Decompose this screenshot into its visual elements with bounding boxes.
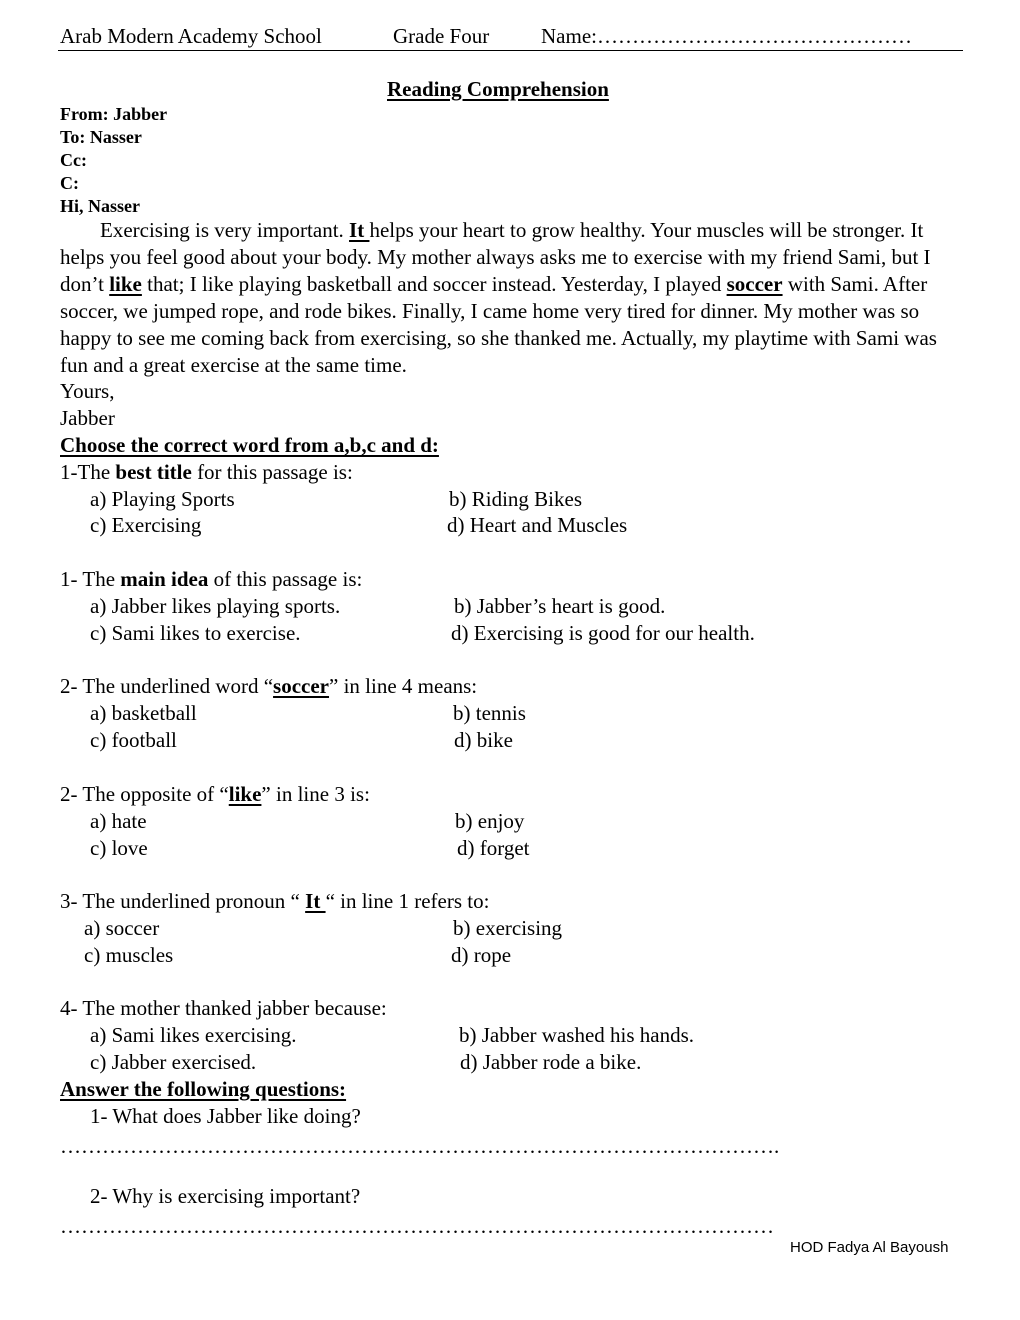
question-text: “ in line 1 refers to: (325, 889, 490, 913)
question-2 (60, 566, 362, 593)
q6-option-d[interactable]: d) Jabber rode a bike. (460, 1050, 642, 1074)
answer-line-2[interactable]: ………………………………………………………………………………………… (60, 1214, 774, 1238)
passage-word-it: It (349, 218, 370, 242)
section-title-open-questions: Answer the following questions: (60, 1077, 347, 1101)
question-keyword: It (305, 889, 326, 913)
question-keyword: best title (115, 460, 192, 484)
question-text: of this passage is: (208, 567, 363, 591)
page-title: Reading Comprehension (387, 77, 609, 101)
question-keyword: soccer (273, 674, 330, 698)
question-4 (60, 781, 370, 808)
question-1 (60, 459, 353, 486)
question-text: ” in line 3 is: (261, 782, 370, 806)
q1-option-c[interactable]: c) Exercising (90, 513, 202, 537)
answer-line-1[interactable]: …………………………………………………………………………………………. (60, 1134, 780, 1158)
q1-option-a[interactable]: a) Playing Sports (90, 487, 235, 511)
question-keyword: like (228, 782, 262, 806)
q6-option-c[interactable]: c) Jabber exercised. (90, 1050, 257, 1074)
passage-word-soccer: soccer (726, 272, 783, 296)
q4-option-c[interactable]: c) love (90, 836, 148, 860)
q3-option-c[interactable]: c) football (90, 728, 177, 752)
question-text: 2- The underlined word “ (60, 674, 274, 698)
reading-passage (60, 217, 960, 379)
passage-text: with Sami. After soccer, we jumped rope, and rode bikes. Finally, I came home very tired for dinner. My mother was so happy to see me coming back from exercising, so she thanked me. Actually, my playtime with Sami was fun and a great exercise at the same time. (60, 272, 937, 377)
question-text: 1- The (60, 567, 121, 591)
q1-option-d[interactable]: d) Heart and Muscles (447, 513, 628, 537)
question-3 (60, 673, 477, 700)
open-question-2: 2- Why is exercising important? (90, 1184, 361, 1208)
open-question-1: 1- What does Jabber like doing? (90, 1104, 361, 1128)
q4-option-d[interactable]: d) forget (457, 836, 530, 860)
email-from: From: Jabber (60, 104, 168, 124)
email-c: C: (60, 173, 79, 193)
email-cc: Cc: (60, 150, 87, 170)
email-to: To: Nasser (60, 127, 142, 147)
footer-signature: HOD Fadya Al Bayoush (790, 1239, 949, 1256)
q1-option-b[interactable]: b) Riding Bikes (449, 487, 583, 511)
question-6: 4- The mother thanked jabber because: (60, 996, 387, 1020)
q2-option-a[interactable]: a) Jabber likes playing sports. (90, 594, 341, 618)
q2-option-d[interactable]: d) Exercising is good for our health. (451, 621, 755, 645)
school-name: Arab Modern Academy School (60, 24, 322, 48)
q2-option-b[interactable]: b) Jabber’s heart is good. (454, 594, 666, 618)
question-5 (60, 888, 489, 915)
section-title-multiple-choice: Choose the correct word from a,b,c and d: (60, 433, 439, 457)
question-text: 3- The underlined pronoun “ (60, 889, 306, 913)
header-divider (58, 50, 963, 51)
question-text: 2- The opposite of “ (60, 782, 229, 806)
question-text: ” in line 4 means: (329, 674, 478, 698)
q5-option-d[interactable]: d) rope (451, 943, 512, 967)
q2-option-c[interactable]: c) Sami likes to exercise. (90, 621, 301, 645)
q3-option-b[interactable]: b) tennis (453, 701, 526, 725)
q3-option-a[interactable]: a) basketball (90, 701, 197, 725)
q3-option-d[interactable]: d) bike (454, 728, 513, 752)
email-greeting: Hi, Nasser (60, 196, 140, 216)
q5-option-b[interactable]: b) exercising (453, 916, 563, 940)
q4-option-b[interactable]: b) enjoy (455, 809, 525, 833)
question-text: for this passage is: (191, 460, 353, 484)
passage-text: helps your heart to grow healthy. Your muscles will be stronger. It helps you feel good about your body. My mother always asks me to exercise with my friend Sami, but I don’t (60, 218, 931, 296)
q5-option-a[interactable]: a) soccer (84, 916, 160, 940)
closing-yours: Yours, (60, 379, 115, 403)
grade-label: Grade Four (393, 24, 490, 48)
question-text: 1-The (60, 460, 116, 484)
q5-option-c[interactable]: c) muscles (84, 943, 174, 967)
passage-text: Exercising is very important. (100, 218, 350, 242)
closing-name: Jabber (60, 406, 115, 430)
student-name-field[interactable]: Name:……………………………………… (541, 24, 912, 48)
passage-word-like: like (109, 272, 142, 296)
question-keyword: main idea (120, 567, 209, 591)
q6-option-a[interactable]: a) Sami likes exercising. (90, 1023, 297, 1047)
q4-option-a[interactable]: a) hate (90, 809, 147, 833)
passage-text: that; I like playing basketball and soccer instead. Yesterday, I played (141, 272, 727, 296)
q6-option-b[interactable]: b) Jabber washed his hands. (459, 1023, 695, 1047)
